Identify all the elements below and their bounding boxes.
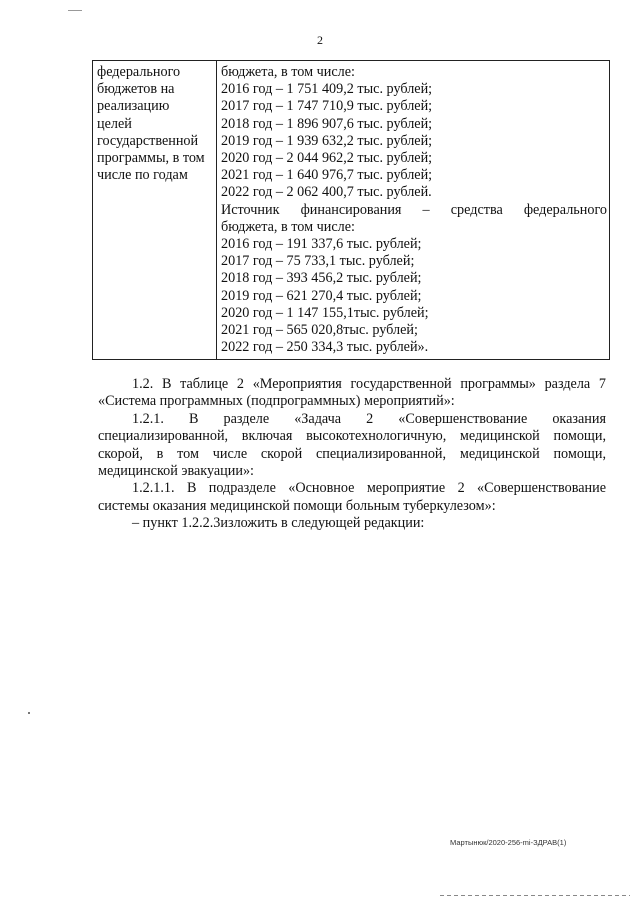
value-line: 2021 год – 1 640 976,7 тыс. рублей; bbox=[221, 167, 433, 184]
paragraph: 1.2.1.1. В подразделе «Основное мероприятие 2 «Совершенствование системы оказания медицинской помощи больным туберкулезом»: bbox=[98, 480, 606, 514]
paragraph: 1.2.1. В разделе «Задача 2 «Совершенствование оказания специализированной, включая высокотехнологичную, медицинской помощи, скорой, в том числе скорой специализированной, медицинской помощи, медицинской эвакуации»: bbox=[98, 410, 606, 480]
label-line: государственной bbox=[97, 132, 199, 149]
paragraph: 1.2. В таблице 2 «Мероприятия государственной программы» раздела 7 «Система программных (подпрограммных) мероприятий»: bbox=[98, 376, 606, 410]
table-cell-values bbox=[217, 61, 610, 360]
table-cell-label bbox=[93, 61, 217, 360]
scan-mark-top bbox=[68, 10, 82, 11]
paragraph: – пункт 1.2.2.3изложить в следующей редакции: bbox=[132, 515, 425, 532]
label-line: федерального bbox=[97, 64, 181, 80]
label-line: реализацию bbox=[97, 98, 170, 115]
funding-table bbox=[92, 60, 610, 360]
source-line: Источник финансирования – средства федерального bbox=[221, 201, 607, 218]
value-line: 2018 год – 393 456,2 тыс. рублей; bbox=[221, 270, 422, 287]
value-line: бюджета, в том числе: bbox=[221, 218, 355, 235]
label-line: программы, в том bbox=[97, 150, 205, 167]
value-line: 2020 год – 1 147 155,1тыс. рублей; bbox=[221, 304, 429, 321]
label-line: бюджетов на bbox=[97, 81, 175, 98]
label-line: целей bbox=[97, 115, 132, 132]
page-number: 2 bbox=[317, 33, 323, 47]
value-line: 2019 год – 1 939 632,2 тыс. рублей; bbox=[221, 132, 433, 149]
label-line: числе по годам bbox=[97, 167, 188, 184]
value-line: 2017 год – 1 747 710,9 тыс. рублей; bbox=[221, 98, 433, 115]
body-text bbox=[98, 376, 606, 533]
value-line: 2017 год – 75 733,1 тыс. рублей; bbox=[221, 253, 415, 270]
table-row bbox=[93, 61, 610, 360]
value-line: 2022 год – 2 062 400,7 тыс. рублей. bbox=[221, 184, 432, 201]
value-line: 2018 год – 1 896 907,6 тыс. рублей; bbox=[221, 115, 433, 132]
value-line: 2022 год – 250 334,3 тыс. рублей». bbox=[221, 339, 429, 356]
document-code: Мартынюк/2020-256-mi-ЗДРАВ(1) bbox=[450, 838, 567, 847]
scan-mark-bottom bbox=[440, 895, 630, 896]
value-line: 2016 год – 191 337,6 тыс. рублей; bbox=[221, 236, 422, 253]
value-line: 2021 год – 565 020,8тыс. рублей; bbox=[221, 322, 418, 339]
value-line: 2019 год – 621 270,4 тыс. рублей; bbox=[221, 287, 422, 304]
scan-mark-dot bbox=[28, 712, 30, 714]
value-line: 2016 год – 1 751 409,2 тыс. рублей; bbox=[221, 81, 433, 98]
value-line: бюджета, в том числе: bbox=[221, 64, 355, 80]
value-line: 2020 год – 2 044 962,2 тыс. рублей; bbox=[221, 150, 433, 167]
